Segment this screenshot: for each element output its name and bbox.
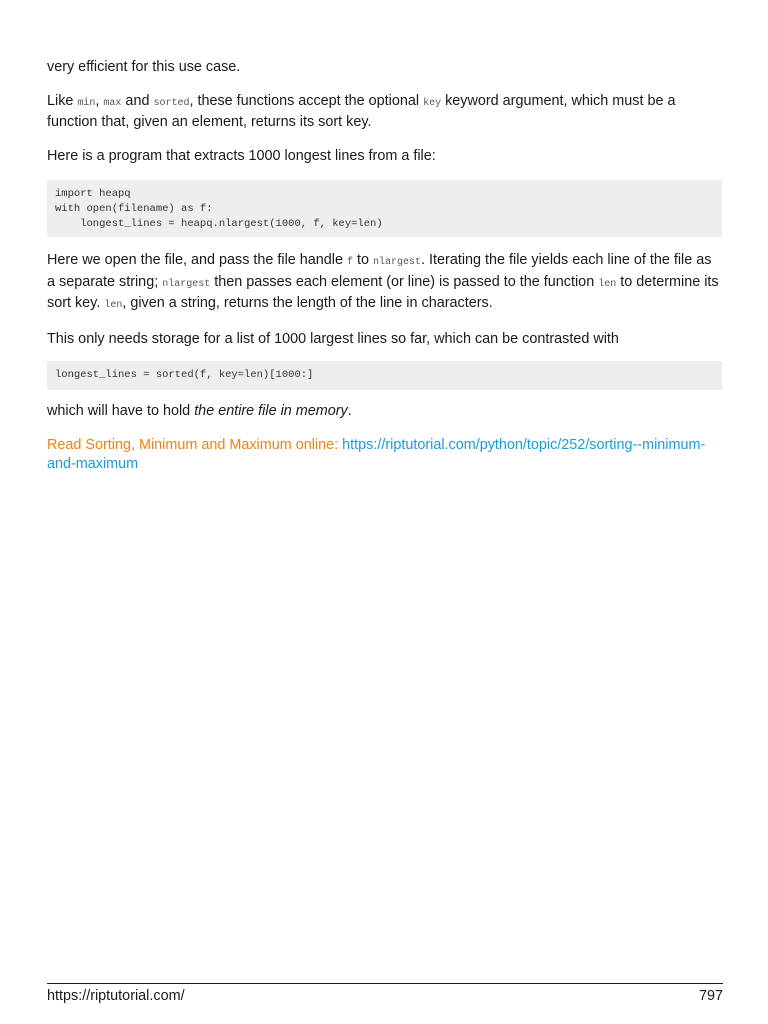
paragraph-explanation: [47, 251, 722, 316]
document-body: [47, 58, 722, 475]
footer-site: https://riptutorial.com/: [47, 988, 185, 1004]
text: , given a string, returns the length of the line in characters.: [122, 295, 493, 311]
paragraph-program-intro: Here is a program that extracts 1000 longest lines from a file:: [47, 147, 436, 164]
footer-page-number: 797: [698, 988, 723, 1004]
emphasis-text: the entire file in memory: [194, 403, 348, 419]
text: Like: [47, 92, 78, 109]
text: to determine its sort key.: [47, 273, 719, 311]
text: Here we open the file, and pass the file handle: [47, 252, 348, 268]
inline-code-max: max: [103, 97, 122, 109]
code-block-sorted: longest_lines = sorted(f, key=len)[1000:]: [47, 361, 722, 390]
text: , these functions accept the optional: [189, 92, 424, 109]
inline-code-len: len: [104, 300, 123, 311]
inline-code-sorted: sorted: [153, 97, 190, 109]
footer-divider: [47, 983, 723, 984]
read-online-label: Read Sorting, Minimum and Maximum online:: [47, 436, 343, 453]
inline-code-len: len: [598, 278, 617, 290]
read-online-line: [47, 436, 722, 475]
text: and: [121, 92, 154, 109]
inline-code-key: key: [423, 97, 442, 109]
text: ,: [95, 92, 104, 109]
code-block-heapq: import heapq with open(filename) as f: longest_lines = heapq.nlargest(1000, f, key=len): [47, 180, 722, 237]
paragraph-memory: [47, 402, 722, 422]
text: .: [347, 403, 352, 419]
paragraph-storage: This only needs storage for a list of 1000 largest lines so far, which can be contrasted with: [47, 330, 619, 347]
text: then passes each element (or line) is passed to the function: [210, 273, 599, 290]
inline-code-min: min: [77, 97, 96, 109]
inline-code-f: f: [347, 257, 354, 268]
paragraph-key-argument: [47, 92, 722, 133]
text: which will have to hold: [47, 403, 195, 419]
inline-code-nlargest: nlargest: [162, 278, 211, 290]
text: keyword argument, which must be a function that, given an element, returns its sort key.: [47, 92, 676, 130]
text: . Iterating the file yields each line of the file as a separate string;: [47, 252, 712, 290]
paragraph-intro: very efficient for this use case.: [47, 59, 241, 75]
text: to: [353, 252, 374, 268]
inline-code-nlargest: nlargest: [373, 257, 422, 268]
read-online-link[interactable]: https://riptutorial.com/python/topic/252/sorting--minimum-and-maximum: [47, 436, 706, 472]
